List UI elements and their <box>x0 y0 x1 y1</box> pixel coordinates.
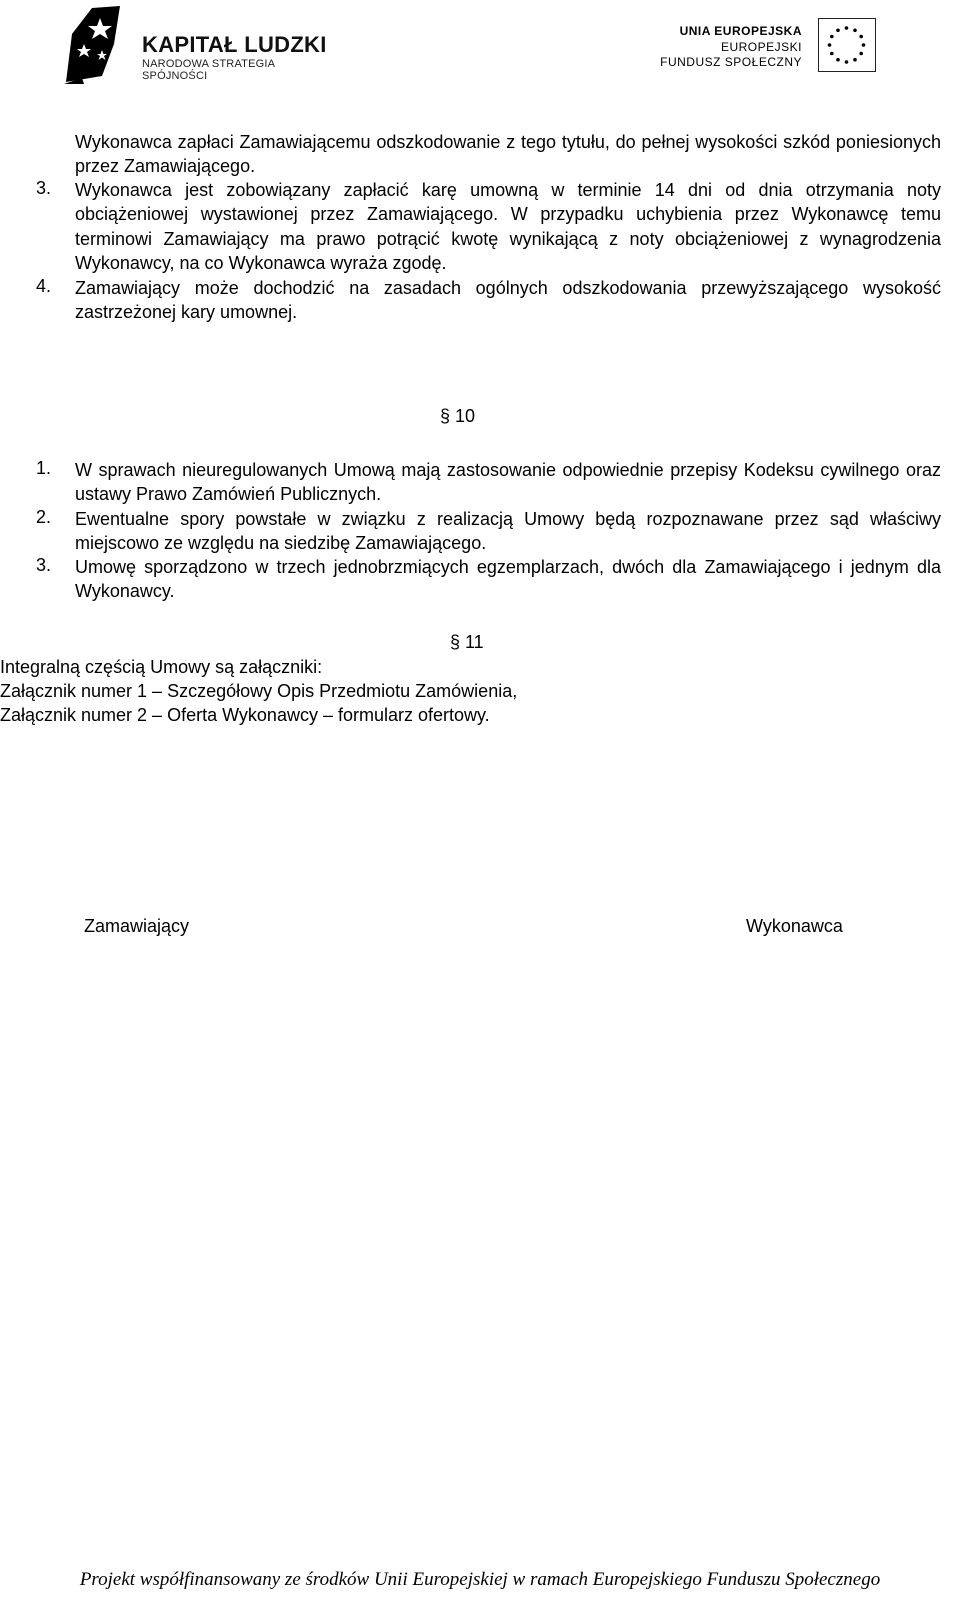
signature-wykonawca: Wykonawca <box>746 916 843 936</box>
item-text: Zamawiający może dochodzić na zasadach ogólnych odszkodowania przewyższającego wysokość zastrzeżonej kary umownej. <box>75 278 941 323</box>
item-number: 2. <box>36 507 52 527</box>
item-number: 1. <box>36 458 52 478</box>
section-10-heading: § 10 <box>440 406 476 426</box>
item-text: Umowę sporządzono w trzech jednobrzmiących egzemplarzach, dwóch dla Zamawiającego i jednym dla Wykonawcy. <box>75 557 941 602</box>
item-text: Ewentualne spory powstałe w związku z realizacją Umowy będą rozpoznawane przez sąd właściwy miejscowo ze względu na siedzibę Zamawiającego. <box>75 509 941 554</box>
attachment-line: Załącznik numer 1 – Szczegółowy Opis Przedmiotu Zamówienia, <box>0 681 518 701</box>
eu-logo <box>652 18 892 78</box>
item-number: 3. <box>36 178 52 198</box>
eu-line2: EUROPEJSKI <box>720 40 802 54</box>
eu-line3: FUNDUSZ SPOŁECZNY <box>660 55 802 69</box>
eu-flag-icon <box>818 18 876 72</box>
intro-paragraph: Wykonawca zapłaci Zamawiającemu odszkodowanie z tego tytułu, do pełnej wysokości szkód poniesionych przez Zamawiającego. <box>75 132 941 177</box>
section-11-heading: § 11 <box>450 632 484 652</box>
kapital-ludzki-emblem-icon <box>62 4 126 90</box>
item-number: 4. <box>36 276 52 296</box>
signature-zamawiajacy: Zamawiający <box>84 916 190 936</box>
kapital-ludzki-title: KAPITAŁ LUDZKI <box>142 32 327 57</box>
page-footer: Projekt współfinansowany ze środków Unii Europejskiej w ramach Europejskiego Funduszu Społecznego <box>79 1569 881 1590</box>
eu-line1: UNIA EUROPEJSKA <box>679 24 802 38</box>
item-text: Wykonawca jest zobowiązany zapłacić karę umowną w terminie 14 dni od dnia otrzymania noty obciążeniowej wystawionej przez Zamawiającego. W przypadku uchybienia przez Wykonawcę temu terminowi Zamawiający ma prawo potrącić kwotę wynikającą z noty obciążeniowej z wynagrodzenia Wykonawcy, na co Wykonawca wyraża zgodę. <box>75 180 941 274</box>
kapital-ludzki-subtitle: NARODOWA STRATEGIA SPÓJNOŚCI <box>142 58 275 82</box>
attachments-intro: Integralną częścią Umowy są załączniki: <box>0 657 323 677</box>
page-header <box>0 0 960 100</box>
item-number: 3. <box>36 555 52 575</box>
item-text: W sprawach nieuregulowanych Umową mają zastosowanie odpowiednie przepisy Kodeksu cywilnego oraz ustawy Prawo Zamówień Publicznych. <box>75 460 941 505</box>
kapital-ludzki-logo <box>62 4 342 90</box>
attachment-line: Załącznik numer 2 – Oferta Wykonawcy – formularz ofertowy. <box>0 705 490 725</box>
